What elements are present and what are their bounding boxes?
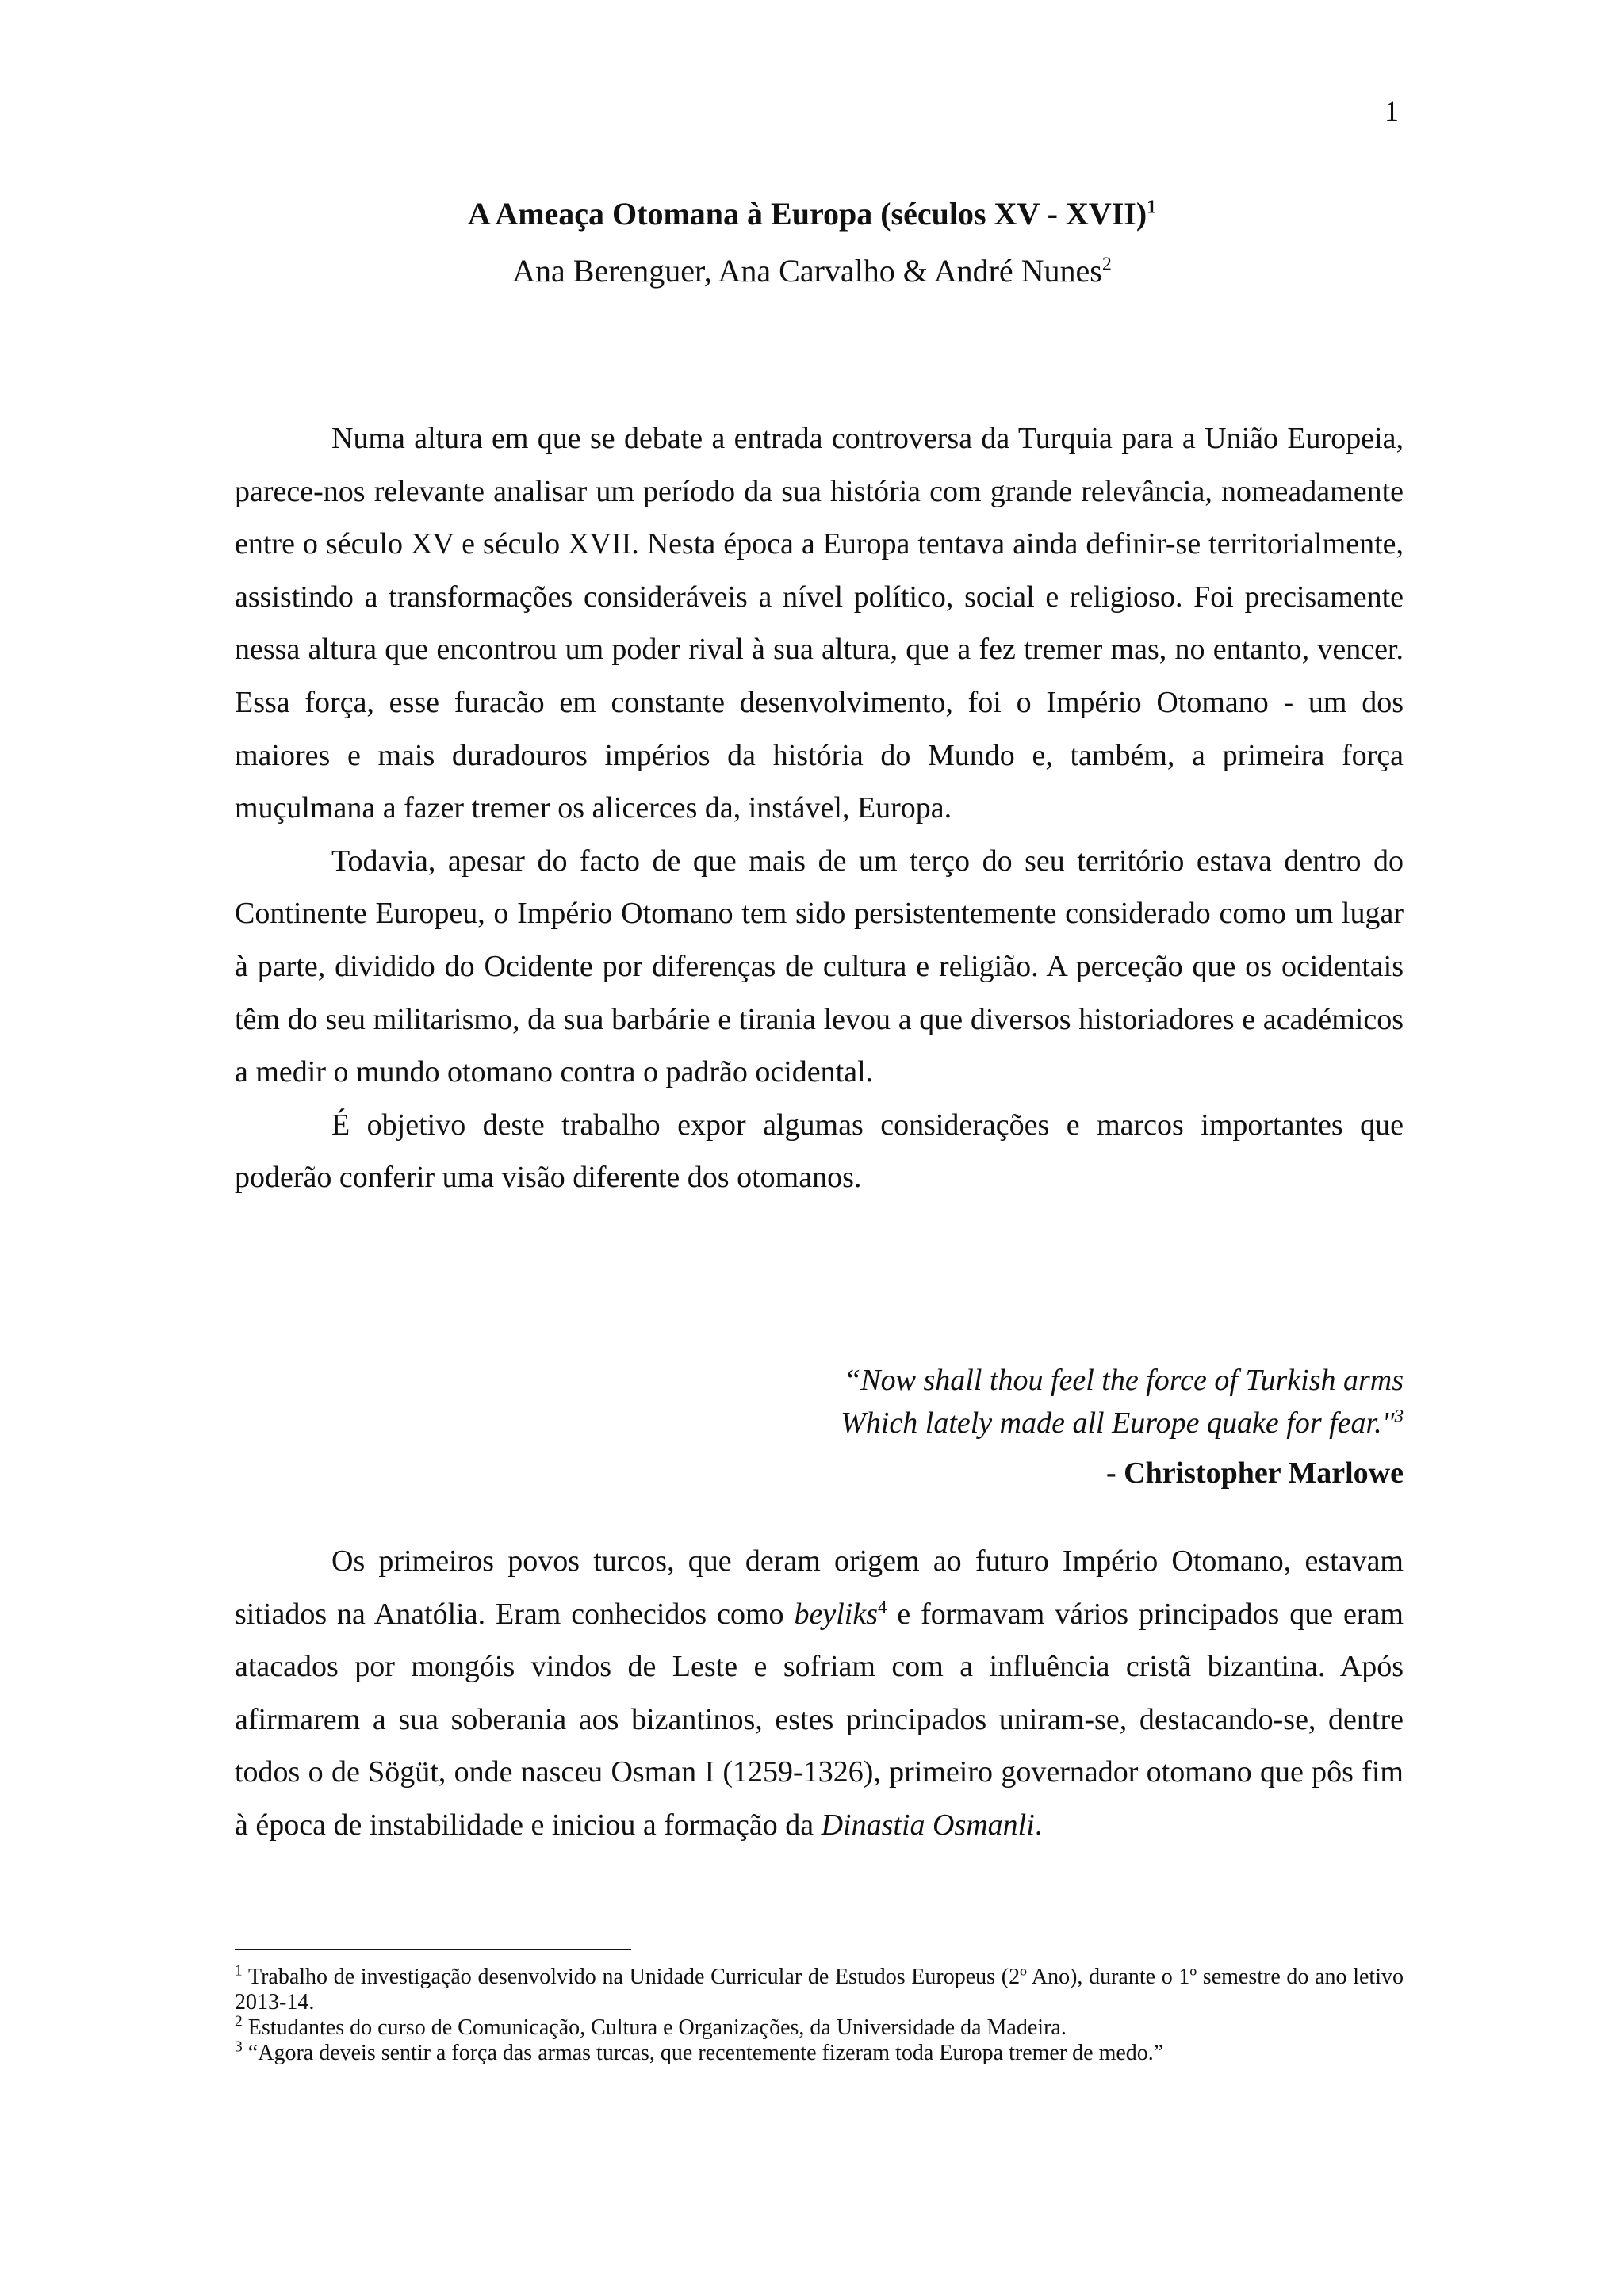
author-list bbox=[0, 252, 1624, 290]
authors-text: Ana Berenguer, Ana Carvalho & André Nunes bbox=[512, 253, 1102, 289]
footnote bbox=[235, 2038, 1404, 2066]
term-dinastia-osmanli: Dinastia Osmanli bbox=[821, 1808, 1035, 1842]
origins-text-3: . bbox=[1034, 1808, 1043, 1842]
footnote-divider bbox=[235, 1949, 631, 1950]
title-text: A Ameaça Otomana à Europa (séculos XV - XVII) bbox=[467, 196, 1147, 232]
epigraph-quote bbox=[531, 1359, 1404, 1445]
epigraph-author: - Christopher Marlowe bbox=[1105, 1456, 1404, 1490]
footnote-text: “Agora deveis sentir a força das armas turcas, que recentemente fizeram toda Europa tremer de medo.” bbox=[242, 2041, 1164, 2065]
footnote-mark: 1 bbox=[235, 1962, 243, 1980]
footnote-text: Estudantes do curso de Comunicação, Cultura e Organizações, da Universidade da Madeira. bbox=[242, 2015, 1067, 2040]
footnote-text: Trabalho de investigação desenvolvido na Unidade Curricular de Estudos Europeus (2º Ano), durante o 1º semestre do ano letivo 2013-14. bbox=[235, 1965, 1404, 2015]
beyliks-footnote-mark: 4 bbox=[878, 1596, 887, 1617]
paragraph: Todavia, apesar do facto de que mais de um terço do seu território estava dentro do Continente Europeu, o Império Otomano tem sido persistentemente considerado como um lugar à parte, dividido do Ocidente por diferenças de cultura e religião. A perceção que os ocidentais têm do seu militarismo, da sua barbárie e tirania levou a que diversos historiadores e académicos a medir o mundo otomano contra o padrão ocidental. bbox=[235, 844, 1404, 1089]
origins-text-1: Os primeiros povos turcos, que deram origem ao futuro Império Otomano, estavam sitiados na Anatólia. Eram conhecidos como bbox=[235, 1544, 1404, 1631]
authors-footnote-mark: 2 bbox=[1101, 254, 1112, 275]
origins-text-2: e formavam vários principados que eram atacados por mongóis vindos de Leste e sofriam com a influência cristã bizantina. Após afirmarem a sua soberania aos bizantinos, estes principados uniram-se, destacando-se, dentre todos o de Sögüt, onde nasceu Osman I (1259-1326), primeiro governador otomano que pôs fim à época de instabilidade e iniciou a formação da bbox=[235, 1597, 1404, 1842]
paragraph: É objetivo deste trabalho expor algumas considerações e marcos importantes que poderão conferir uma visão diferente dos otomanos. bbox=[235, 1108, 1404, 1195]
paragraph bbox=[235, 1535, 1404, 1852]
intro-section bbox=[235, 412, 1404, 1204]
page-number: 1 bbox=[1385, 95, 1399, 127]
paragraph: Numa altura em que se debate a entrada controversa da Turquia para a União Europeia, parece-nos relevante analisar um período da sua história com grande relevância, nomeadamente entre o século XV e século XVII. Nesta época a Europa tentava ainda definir-se territorialmente, assistindo a transformações consideráveis a nível político, social e religioso. Foi precisamente nessa altura que encontrou um poder rival à sua altura, que a fez tremer mas, no entanto, vencer. Essa força, esse furacão em constante desenvolvimento, foi o Império Otomano - um dos maiores e mais duradouros impérios da história do Mundo e, também, a primeira força muçulmana a fazer tremer os alicerces da, instável, Europa. bbox=[235, 422, 1404, 825]
paper-title bbox=[0, 195, 1624, 233]
epigraph-footnote-mark: 3 bbox=[1394, 1406, 1404, 1426]
footnotes bbox=[235, 1962, 1404, 2066]
epigraph-line-2 bbox=[531, 1402, 1404, 1445]
epigraph-line-text: Which lately made all Europe quake for fear." bbox=[841, 1406, 1395, 1440]
term-beyliks: beyliks bbox=[794, 1597, 878, 1631]
title-footnote-mark: 1 bbox=[1147, 197, 1157, 218]
epigraph-line: “Now shall thou feel the force of Turkish arms bbox=[844, 1364, 1404, 1397]
origins-section bbox=[235, 1535, 1404, 1852]
footnote bbox=[235, 2015, 1404, 2041]
footnote-mark: 2 bbox=[235, 2013, 243, 2030]
footnote-mark: 3 bbox=[235, 2038, 243, 2056]
footnote bbox=[235, 1962, 1404, 2015]
